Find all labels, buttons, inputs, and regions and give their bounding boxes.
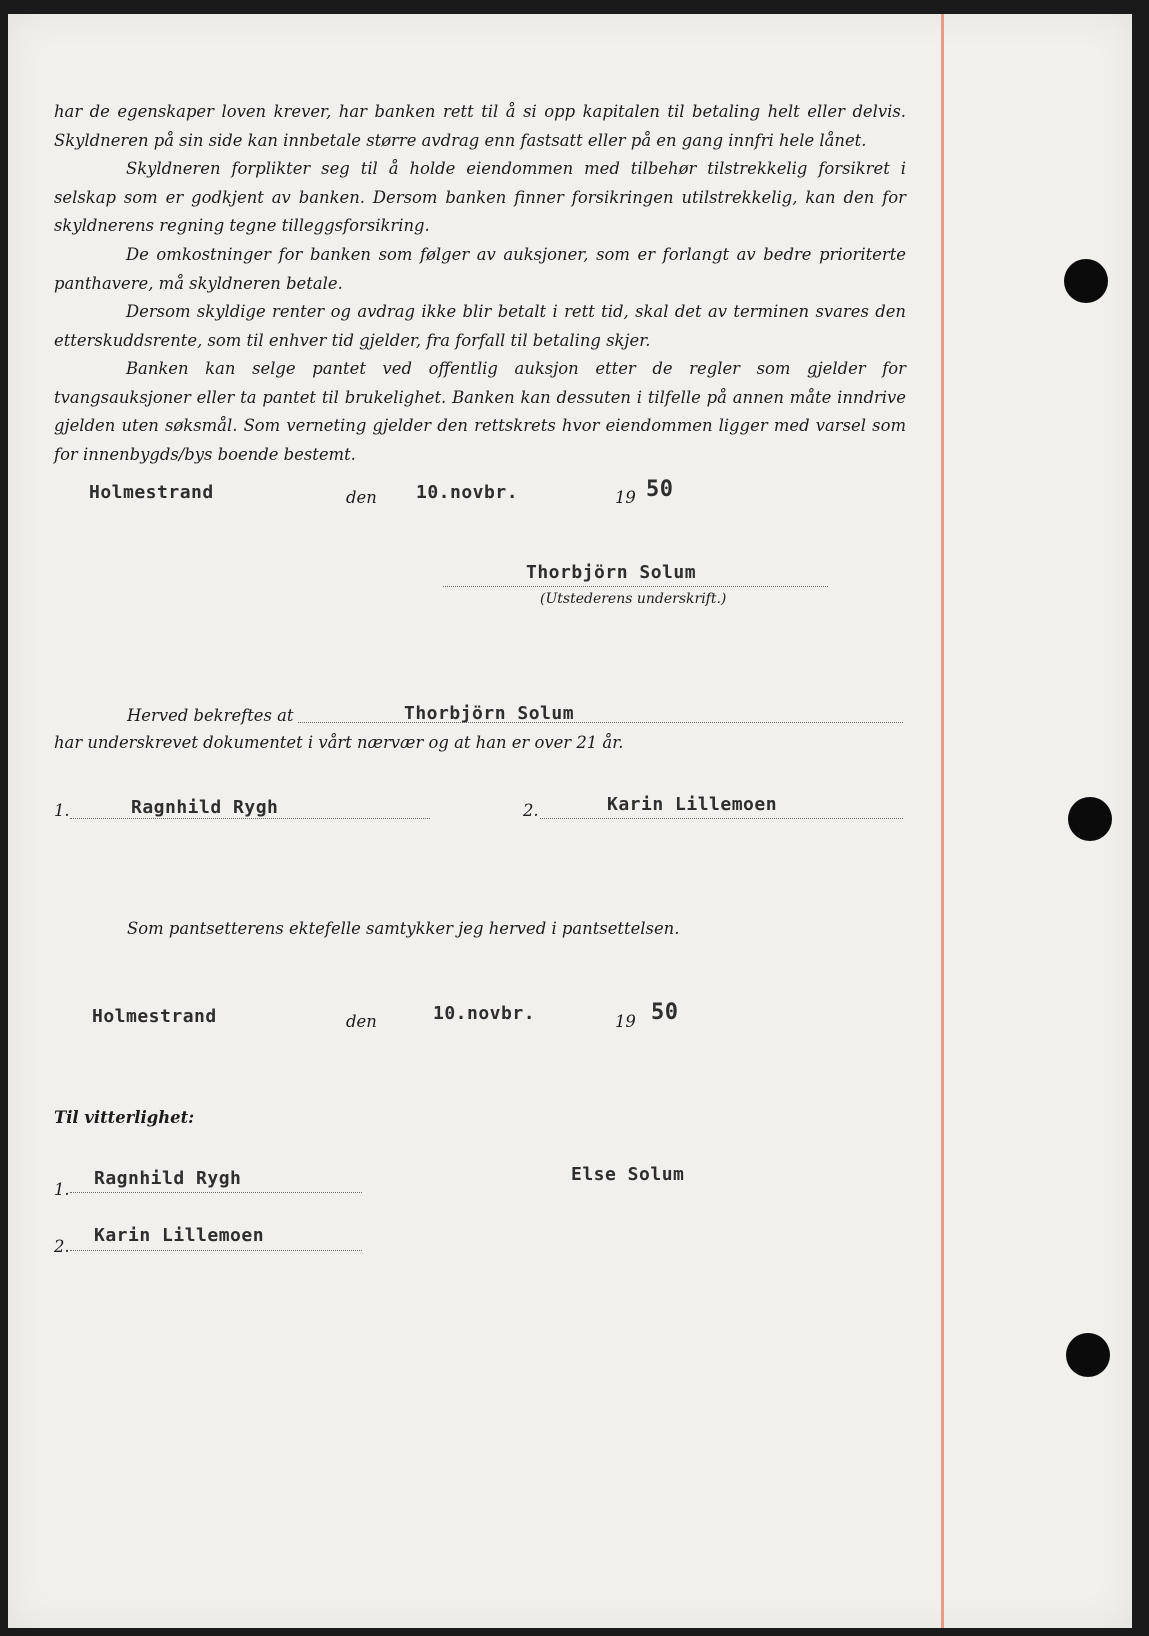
signature-caption: (Utstederens underskrift.) [540,591,727,607]
margin-rule [941,14,944,1628]
certified-name-line [298,722,903,723]
issue-place: Holmestrand [89,482,214,503]
consent-place: Holmestrand [92,1006,217,1027]
punch-hole [1064,259,1108,303]
spouse-signature: Else Solum [571,1164,685,1185]
consent-year-prefix: 19 [615,1012,636,1031]
witness-line [540,818,903,819]
paragraph-late-interest: Dersom skyldige renter og avdrag ikke blir betalt i rett tid, skal det av terminen svares den etterskuddsrente, som til enhver tid gjelder, fra forfall til betaling skjer. [54,302,906,350]
consent-den-label: den [346,1012,377,1031]
consent-date: 10.novbr. [433,1003,536,1024]
certification-text: har underskrevet dokumentet i vårt nærvær og at han er over 21 år. [54,733,624,752]
witness-number: 1. [54,801,70,820]
witness-line [70,1192,362,1193]
witness-heading: Til vitterlighet: [54,1108,195,1127]
witness-name: Ragnhild Rygh [131,797,279,818]
witness-number: 2. [54,1237,70,1256]
issue-year-suffix: 50 [646,477,674,502]
consent-year-suffix: 50 [651,1000,679,1025]
witness-number: 1. [54,1180,70,1199]
witness-name: Karin Lillemoen [94,1225,265,1246]
witness-line [70,1250,362,1251]
issuer-signature: Thorbjörn Solum [526,562,697,583]
witness-number: 2. [523,801,539,820]
issue-year-prefix: 19 [615,488,636,507]
paragraph-insurance: Skyldneren forplikter seg til å holde eiendommen med tilbehør tilstrekkelig forsikret i selskap som er godkjent av banken. Dersom banken finner forsikringen utilstrekkelig, kan den for skyldnerens regning tegne tilleggsforsikring. [54,159,906,235]
certified-name: Thorbjörn Solum [404,703,575,724]
issue-den-label: den [346,488,377,507]
certification-intro: Herved bekreftes at [127,706,294,725]
issue-date: 10.novbr. [416,482,519,503]
spouse-consent-text: Som pantsetterens ektefelle samtykker jeg herved i pantsettelsen. [127,919,680,938]
punch-hole [1068,797,1112,841]
witness-name: Karin Lillemoen [607,794,778,815]
paragraph-termination: har de egenskaper loven krever, har banken rett til å si opp kapitalen til betaling helt eller delvis. Skyldneren på sin side kan innbetale større avdrag enn fastsatt eller på en gang innfri hele lånet. [54,102,906,150]
signature-line [443,586,828,587]
punch-hole [1066,1333,1110,1377]
witness-line [70,818,430,819]
witness-name: Ragnhild Rygh [94,1168,242,1189]
paragraph-enforcement: Banken kan selge pantet ved offentlig auksjon etter de regler som gjelder for tvangsauksjoner eller ta pantet til brukelighet. Banken kan dessuten i tilfelle på annen måte inndrive gjelden uten søksmål. Som verneting gjelder den rettskrets hvor eiendommen ligger med varsel som for innenbygds/bys boende bestemt. [54,359,906,464]
paragraph-auction-costs: De omkostninger for banken som følger av auksjoner, som er forlangt av bedre prioriterte panthavere, må skyldneren betale. [54,245,906,293]
